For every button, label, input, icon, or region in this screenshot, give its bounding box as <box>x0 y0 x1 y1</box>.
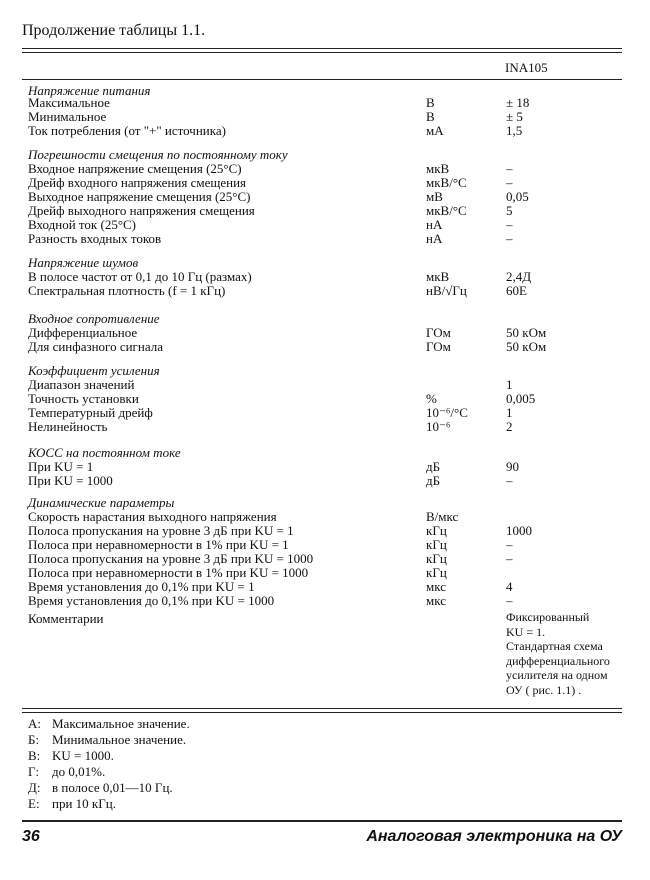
value-cell: 4 <box>506 579 513 594</box>
value-cell: 2 <box>506 419 513 434</box>
table-row <box>28 566 628 580</box>
value-cell: 1000 <box>506 523 532 538</box>
parameter-cell: Напряжение шумов <box>28 255 139 270</box>
footnote-text: KU = 1000. <box>52 748 114 763</box>
table-row <box>28 340 628 354</box>
value-cell: 50 кОм <box>506 325 547 340</box>
table-row <box>28 392 628 406</box>
table-row <box>28 326 628 340</box>
value-cell: – <box>506 161 513 176</box>
table-row <box>28 510 628 524</box>
table-row <box>28 270 628 284</box>
parameter-cell: Полоса при неравномерности в 1% при KU = 1 <box>28 537 289 552</box>
unit-cell: ГОм <box>426 339 451 354</box>
value-cell: 90 <box>506 459 519 474</box>
section-heading <box>28 148 628 162</box>
value-cell: – <box>506 537 513 552</box>
comment-line: ОУ ( рис. 1.1) . <box>506 682 582 697</box>
unit-cell: мкВ <box>426 269 450 284</box>
unit-cell: мкВ/°C <box>426 175 467 190</box>
table-row <box>28 96 628 110</box>
value-cell: ± 5 <box>506 109 523 124</box>
footnote-text: при 10 кГц. <box>52 796 116 811</box>
value-cell: 0,005 <box>506 391 536 406</box>
footnote-key: Г: <box>28 764 40 779</box>
value-cell: – <box>506 217 513 232</box>
footnote-text: в полосе 0,01—10 Гц. <box>52 780 173 795</box>
unit-cell: нА <box>426 217 443 232</box>
comment-block <box>506 610 626 697</box>
footnote-key: В: <box>28 748 41 763</box>
footnote-key: А: <box>28 716 41 731</box>
value-cell: – <box>506 551 513 566</box>
parameter-cell: При KU = 1 <box>28 459 94 474</box>
section-heading <box>28 256 628 270</box>
parameter-cell: Дрейф выходного напряжения смещения <box>28 203 255 218</box>
footnote-text: Минимальное значение. <box>52 732 187 747</box>
parameter-cell: Время установления до 0,1% при KU = 1 <box>28 579 255 594</box>
unit-cell: % <box>426 391 437 406</box>
table-row <box>28 162 628 176</box>
bottom-rule <box>22 708 622 713</box>
value-cell: 5 <box>506 203 513 218</box>
table-row <box>28 232 628 246</box>
table-row <box>28 538 628 552</box>
parameter-cell: Динамические параметры <box>28 495 175 510</box>
unit-cell: 10⁻⁶/°C <box>426 405 468 420</box>
section-heading <box>28 446 628 460</box>
parameter-cell: Дифференциальное <box>28 325 138 340</box>
parameter-cell: Коэффициент усиления <box>28 363 160 378</box>
unit-cell: кГц <box>426 565 447 580</box>
page-number: 36 <box>22 828 40 845</box>
parameter-cell: В полосе частот от 0,1 до 10 Гц (размах) <box>28 269 252 284</box>
table-row <box>28 460 628 474</box>
parameter-cell: Нелинейность <box>28 419 108 434</box>
table-row <box>28 474 628 488</box>
parameter-cell: Полоса пропускания на уровне 3 дБ при KU = 1 <box>28 523 294 538</box>
section-heading <box>28 496 628 510</box>
column-header: INA105 <box>505 60 548 75</box>
unit-cell: 10⁻⁶ <box>426 419 451 434</box>
comment-line: KU = 1. <box>506 624 546 639</box>
unit-cell: дБ <box>426 473 441 488</box>
parameter-cell: Температурный дрейф <box>28 405 153 420</box>
unit-cell: В/мкс <box>426 509 459 524</box>
header-rule <box>22 79 622 80</box>
table-row <box>28 176 628 190</box>
parameter-cell: Время установления до 0,1% при KU = 1000 <box>28 593 275 608</box>
parameter-cell: Дрейф входного напряжения смещения <box>28 175 247 190</box>
parameter-cell: Ток потребления (от "+" источника) <box>28 123 226 138</box>
parameter-cell: Спектральная плотность (f = 1 кГц) <box>28 283 226 298</box>
section-heading <box>28 364 628 378</box>
footnote-key: Б: <box>28 732 40 747</box>
parameter-cell: Полоса при неравномерности в 1% при KU = 1000 <box>28 565 309 580</box>
comment-line: Стандартная схема <box>506 639 603 653</box>
running-title: Аналоговая электроника на ОУ <box>366 828 622 845</box>
section-heading <box>28 312 628 326</box>
value-cell: 1,5 <box>506 123 523 138</box>
value-cell: 1 <box>506 377 513 392</box>
table-row <box>28 124 628 138</box>
footnote <box>28 748 114 764</box>
comment-line: дифференциального <box>506 653 610 668</box>
unit-cell: мА <box>426 123 444 138</box>
value-cell: – <box>506 231 513 246</box>
unit-cell: мВ <box>426 189 443 204</box>
unit-cell: кГц <box>426 551 447 566</box>
unit-cell: В <box>426 109 435 124</box>
table-row <box>28 594 628 608</box>
parameter-cell: Для синфазного сигнала <box>28 339 163 354</box>
parameter-cell: Разность входных токов <box>28 231 162 246</box>
unit-cell: мкс <box>426 579 446 594</box>
unit-cell: ГОм <box>426 325 451 340</box>
comment-line: Фиксированный <box>506 610 590 624</box>
footnote-key: Д: <box>28 780 41 795</box>
top-rule <box>22 48 622 53</box>
table-row <box>28 218 628 232</box>
footnote-text: до 0,01%. <box>52 764 106 779</box>
unit-cell: нА <box>426 231 443 246</box>
value-cell: ± 18 <box>506 95 530 110</box>
parameter-cell: Точность установки <box>28 391 139 406</box>
parameter-cell: Входное напряжение смещения (25°C) <box>28 161 242 176</box>
table-row <box>28 284 628 298</box>
value-cell: 0,05 <box>506 189 529 204</box>
footnote-text: Максимальное значение. <box>52 716 190 731</box>
parameter-cell: Диапазон значений <box>28 377 135 392</box>
table-row <box>28 204 628 218</box>
table-row <box>28 524 628 538</box>
table-row <box>28 378 628 392</box>
table-row <box>28 552 628 566</box>
footnote <box>28 732 186 748</box>
parameter-cell: При KU = 1000 <box>28 473 113 488</box>
unit-cell: В <box>426 95 435 110</box>
parameter-cell: Входной ток (25°C) <box>28 217 137 232</box>
parameter-cell: Максимальное <box>28 95 110 110</box>
table-caption: Продолжение таблицы 1.1. <box>22 22 206 39</box>
parameter-cell: Полоса пропускания на уровне 3 дБ при KU = 1000 <box>28 551 314 566</box>
value-cell: 50 кОм <box>506 339 547 354</box>
footer-rule <box>22 820 622 822</box>
footnote <box>28 796 116 812</box>
parameter-cell: Комментарии <box>28 611 104 626</box>
parameter-cell: Скорость нарастания выходного напряжения <box>28 509 277 524</box>
table-row <box>28 420 628 434</box>
footnote <box>28 764 105 780</box>
footnote-key: Е: <box>28 796 40 811</box>
value-cell: – <box>506 593 513 608</box>
value-cell: 60Е <box>506 283 527 298</box>
unit-cell: кГц <box>426 523 447 538</box>
table-row <box>28 406 628 420</box>
table-row <box>28 110 628 124</box>
footnote <box>28 716 190 732</box>
footnote <box>28 780 173 796</box>
parameter-cell: Напряжение питания <box>28 83 151 98</box>
unit-cell: нВ/√Гц <box>426 283 467 298</box>
table-row <box>28 190 628 204</box>
parameter-cell: Выходное напряжение смещения (25°C) <box>28 189 251 204</box>
value-cell: 1 <box>506 405 513 420</box>
unit-cell: мкс <box>426 593 446 608</box>
value-cell: 2,4Д <box>506 269 532 284</box>
parameter-cell: Погрешности смещения по постоянному току <box>28 147 288 162</box>
table-row <box>28 580 628 594</box>
unit-cell: дБ <box>426 459 441 474</box>
unit-cell: мкВ/°C <box>426 203 467 218</box>
parameter-cell: КОСС на постоянном токе <box>28 445 181 460</box>
value-cell: – <box>506 473 513 488</box>
comment-line: усилителя на одном <box>506 668 608 682</box>
value-cell: – <box>506 175 513 190</box>
unit-cell: кГц <box>426 537 447 552</box>
parameter-cell: Минимальное <box>28 109 107 124</box>
unit-cell: мкВ <box>426 161 450 176</box>
parameter-cell: Входное сопротивление <box>28 311 160 326</box>
